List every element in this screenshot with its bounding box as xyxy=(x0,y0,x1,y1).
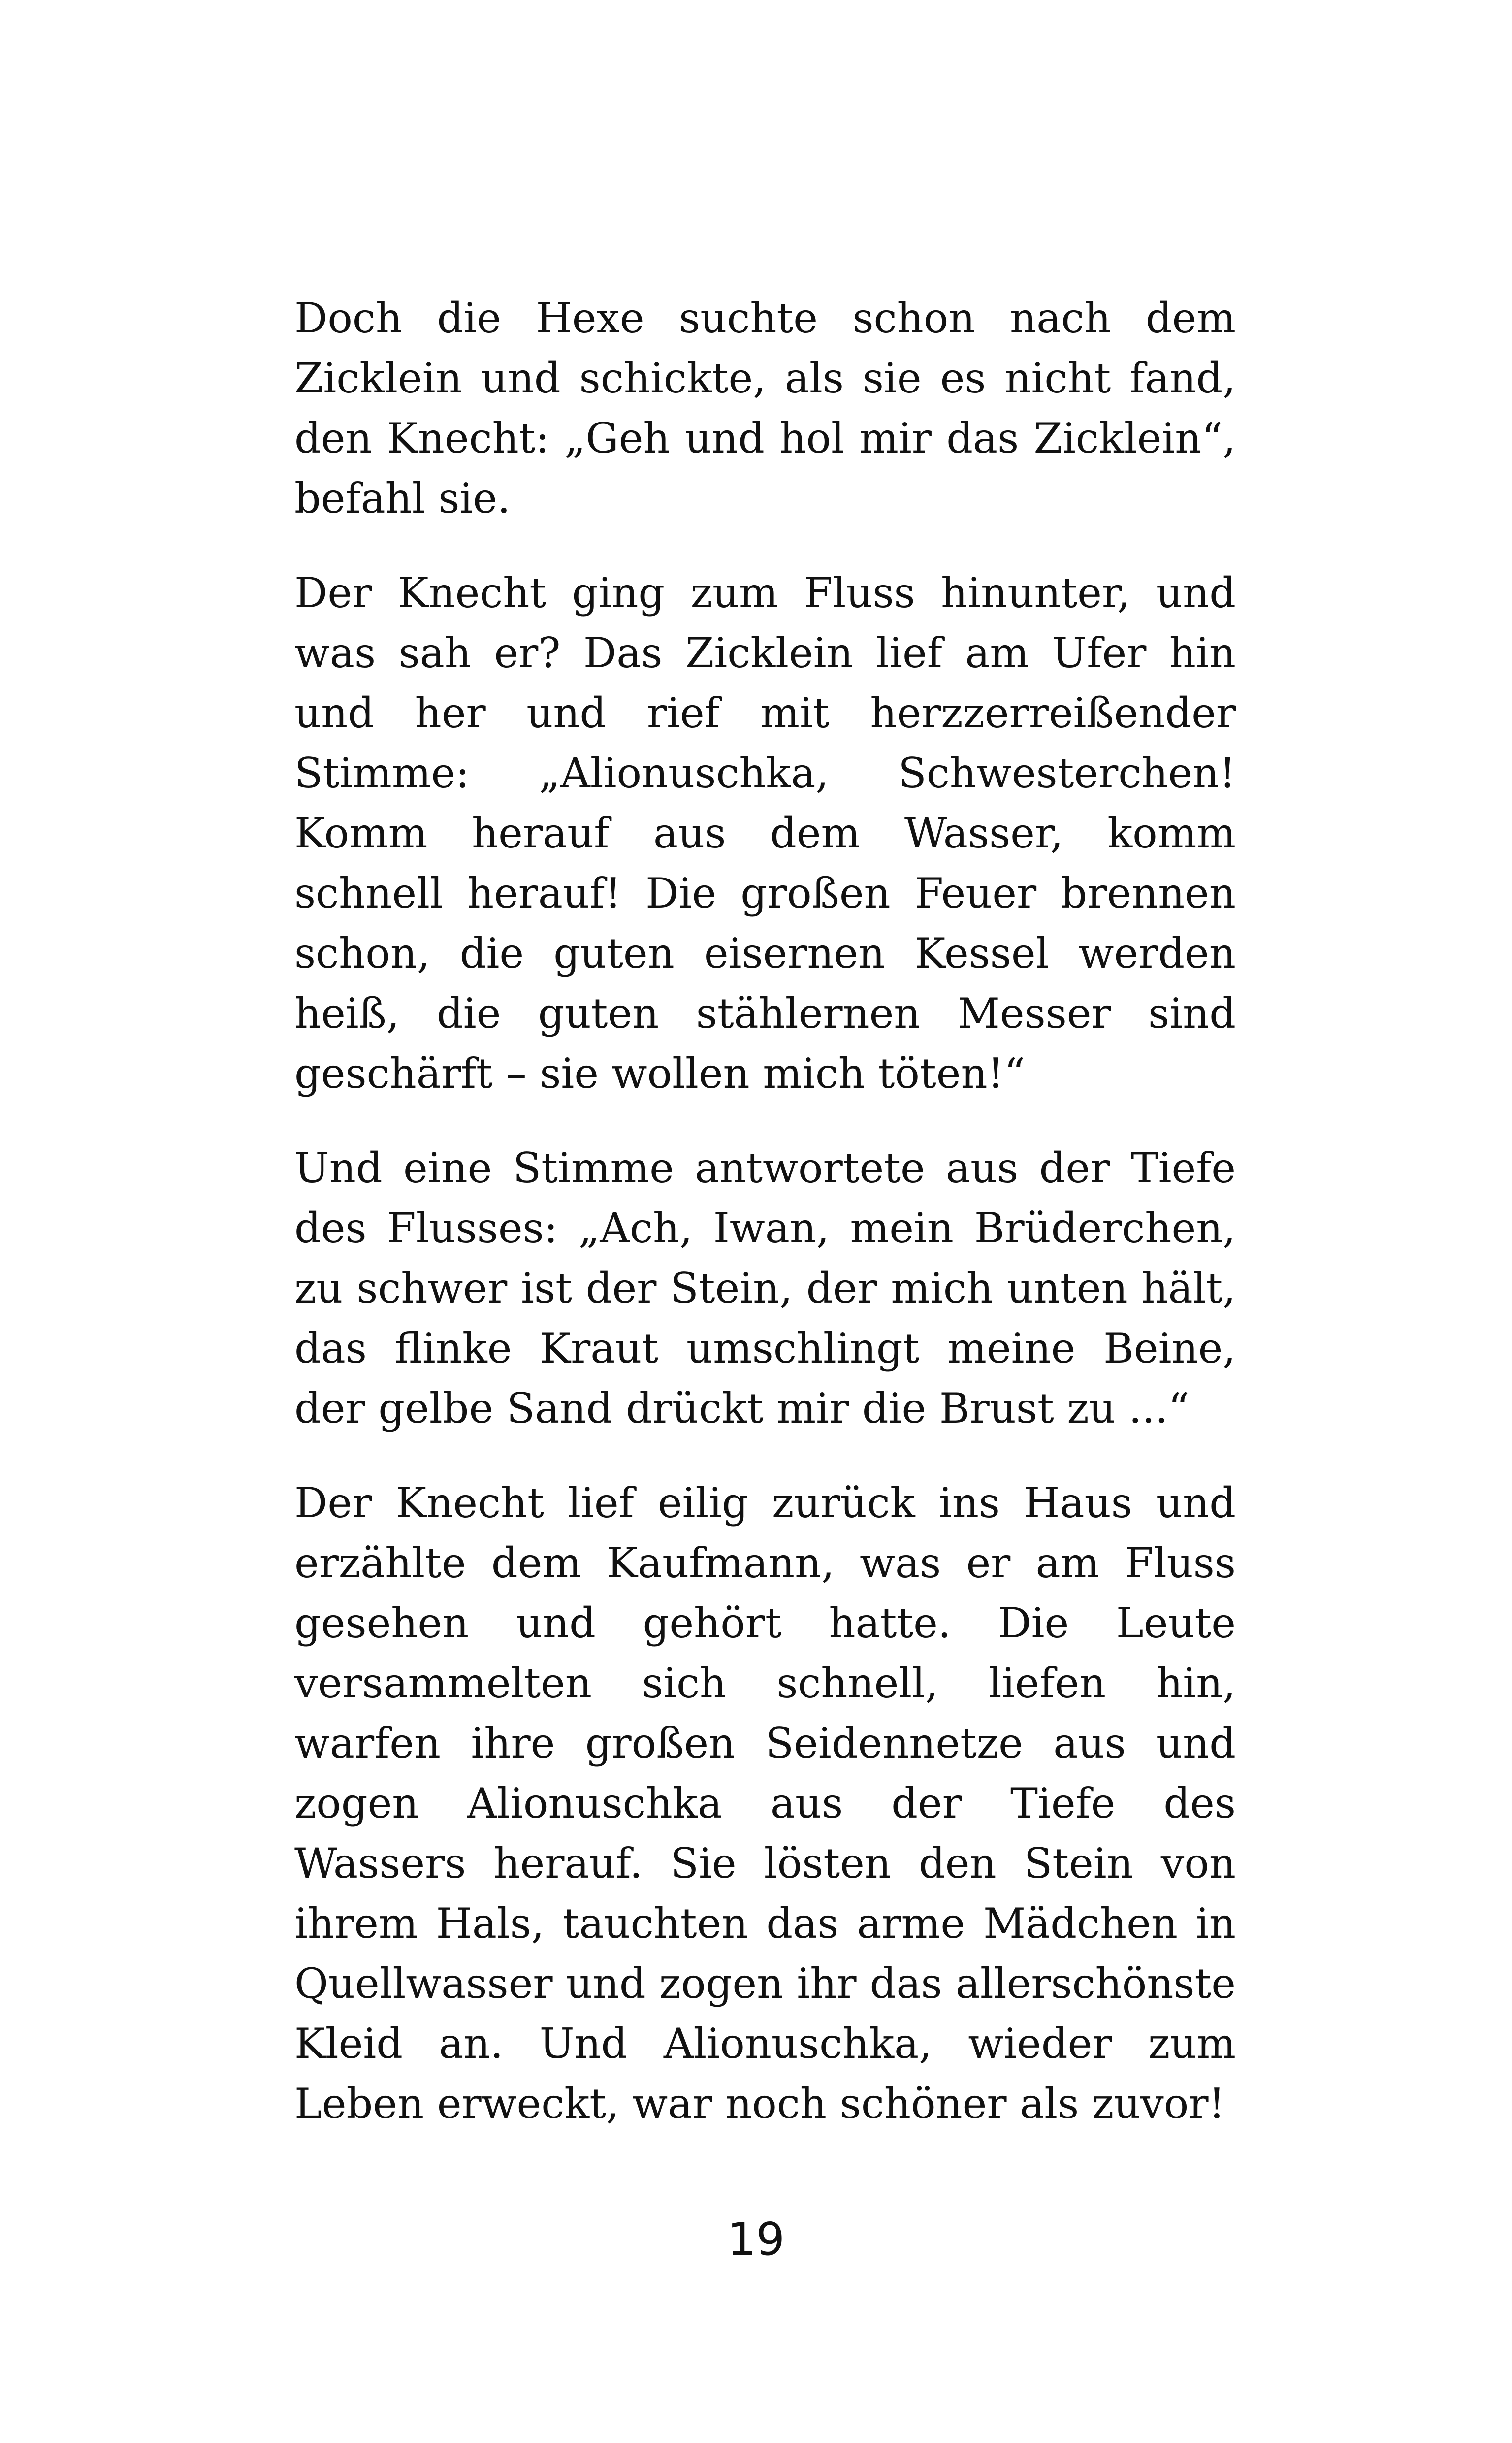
paragraph-4: Der Knecht lief eilig zurück ins Haus und erzählte dem Kaufmann, was er am Fluss gesehen und gehört hatte. Die Leute versammelten sich schnell, liefen hin, warfen ihre großen Seidennetze aus und zogen Alionuschka aus der Tiefe des Wassers herauf. Sie lösten den Stein von ihrem Hals, tauchten das arme Mädchen in Quellwasser und zogen ihr das allerschönste Kleid an. Und Alionuschka, wieder zum Leben erweckt, war noch schöner als zuvor! xyxy=(294,1479,1236,2128)
paragraph-2: Der Knecht ging zum Fluss hinunter, und was sah er? Das Zicklein lief am Ufer hin und her und rief mit herzzerreißender Stimme: „Alionuschka, Schwesterchen! Komm herauf aus dem Wasser, komm schnell herauf! Die großen Feuer brennen schon, die guten eisernen Kessel werden heiß, die guten stählernen Messer sind geschärft – sie wollen mich töten!“ xyxy=(294,569,1236,1098)
paragraph-1: Doch die Hexe suchte schon nach dem Zicklein und schickte, als sie es nicht fand, den Knecht: „Geh und hol mir das Zicklein“, befahl sie. xyxy=(294,294,1236,522)
body-text xyxy=(294,288,1236,2168)
paragraph-3: Und eine Stimme antwortete aus der Tiefe des Flusses: „Ach, Iwan, mein Brüderchen, zu schwer ist der Stein, der mich unten hält, das flinke Kraut umschlingt meine Beine, der gelbe Sand drückt mir die Brust zu ...“ xyxy=(294,1144,1236,1433)
page-number: 19 xyxy=(727,2213,785,2266)
